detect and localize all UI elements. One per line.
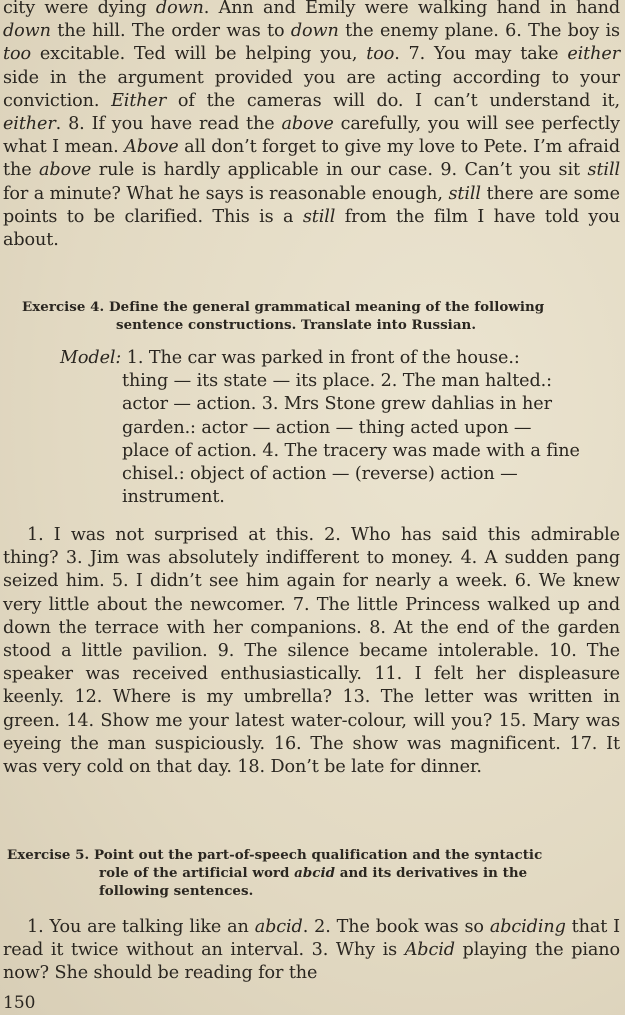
paragraph-exercise-3-continued [3,0,620,252]
model-line: garden.: actor — action — thing acted upon — [122,417,532,438]
model-line: place of action. 4. The tracery was made with a fine [122,440,580,461]
model-line: instrument. [122,487,225,508]
model-line: actor — action. 3. Mrs Stone grew dahlias in her [122,394,552,415]
exercise-4-instruction-line1: Define the general grammatical meaning of the following [108,299,545,315]
exercise-5-label: Exercise 5. [7,847,90,863]
exercise-4-instruction-line2: sentence constructions. Translate into Russian. [116,317,477,333]
page-number: 150 [3,993,36,1013]
exercise-4-sentence-list: 1. I was not surprised at this. 2. Who has said this admirable thing? 3. Jim was absolutely indifferent to money. 4. A sudden pang seized him. 5. I didn’t see him again for nearly a week. 6. We knew very little about the newcomer. 7. The little Princess walked up and down the terrace with her companions. 8. At the end of the garden stood a little pavilion. 9. The silence became intolerable. 10. The speaker was received enthusiastically. 11. I felt her displeasure keenly. 12. Where is my umbrella? 13. The letter was written in green. 14. Show me your latest water-colour, will you? 15. Mary was eyeing the man suspiciously. 16. The show was magnificent. 17. It was very cold on that day. 18. Don’t be late for dinner. [3,525,620,778]
exercise-4-label: Exercise 4. [22,299,105,315]
exercise-5-instruction-line2-post: and its derivatives in the [335,865,528,881]
exercise-5-sentence-list: 1. You are talking like an abcid. 2. The book was so abciding that I read it twice without an interval. 3. Why is Abcid playing the piano now? She should be reading for the [3,917,620,984]
exercise-5-artificial-word: abcid [294,865,336,881]
model-label: Model: [60,348,122,368]
model-block [60,347,620,509]
exercise-5-instruction-line3: following sentences. [99,883,254,899]
model-line: thing — its state — its place. 2. The man halted.: [122,371,552,392]
exercise-5-instruction-line1: Point out the part-of-speech qualification and the syntactic [93,847,543,863]
exercise-5-sentences [3,916,620,986]
paragraph-text: city were dying down. Ann and Emily were walking hand in hand down the hill. The order was to down the enemy plane. 6. The boy is too excitable. Ted will be helping you, too. 7. You may take either side in the argument provided you are acting according to your conviction. Either of the cameras will do. I can’t understand it, either. 8. If you have read the above carefully, you will see perfectly what I mean. Above all don’t forget to give my love to Pete. I’m afraid the above rule is hardly applicable in our case. 9. Can’t you sit still for a minute? What he says is reasonable enough, still there are some points to be clarified. This is a still from the film I have told you about. [3,0,621,251]
exercise-4-sentences [3,524,620,779]
exercise-5-instruction-line2-pre: role of the artificial word [99,865,295,881]
exercise-5-heading [7,846,619,900]
exercise-4-heading [22,298,618,334]
model-line: 1. The car was parked in front of the house.: [126,348,520,368]
model-line: chisel.: object of action — (reverse) action — [122,464,518,485]
